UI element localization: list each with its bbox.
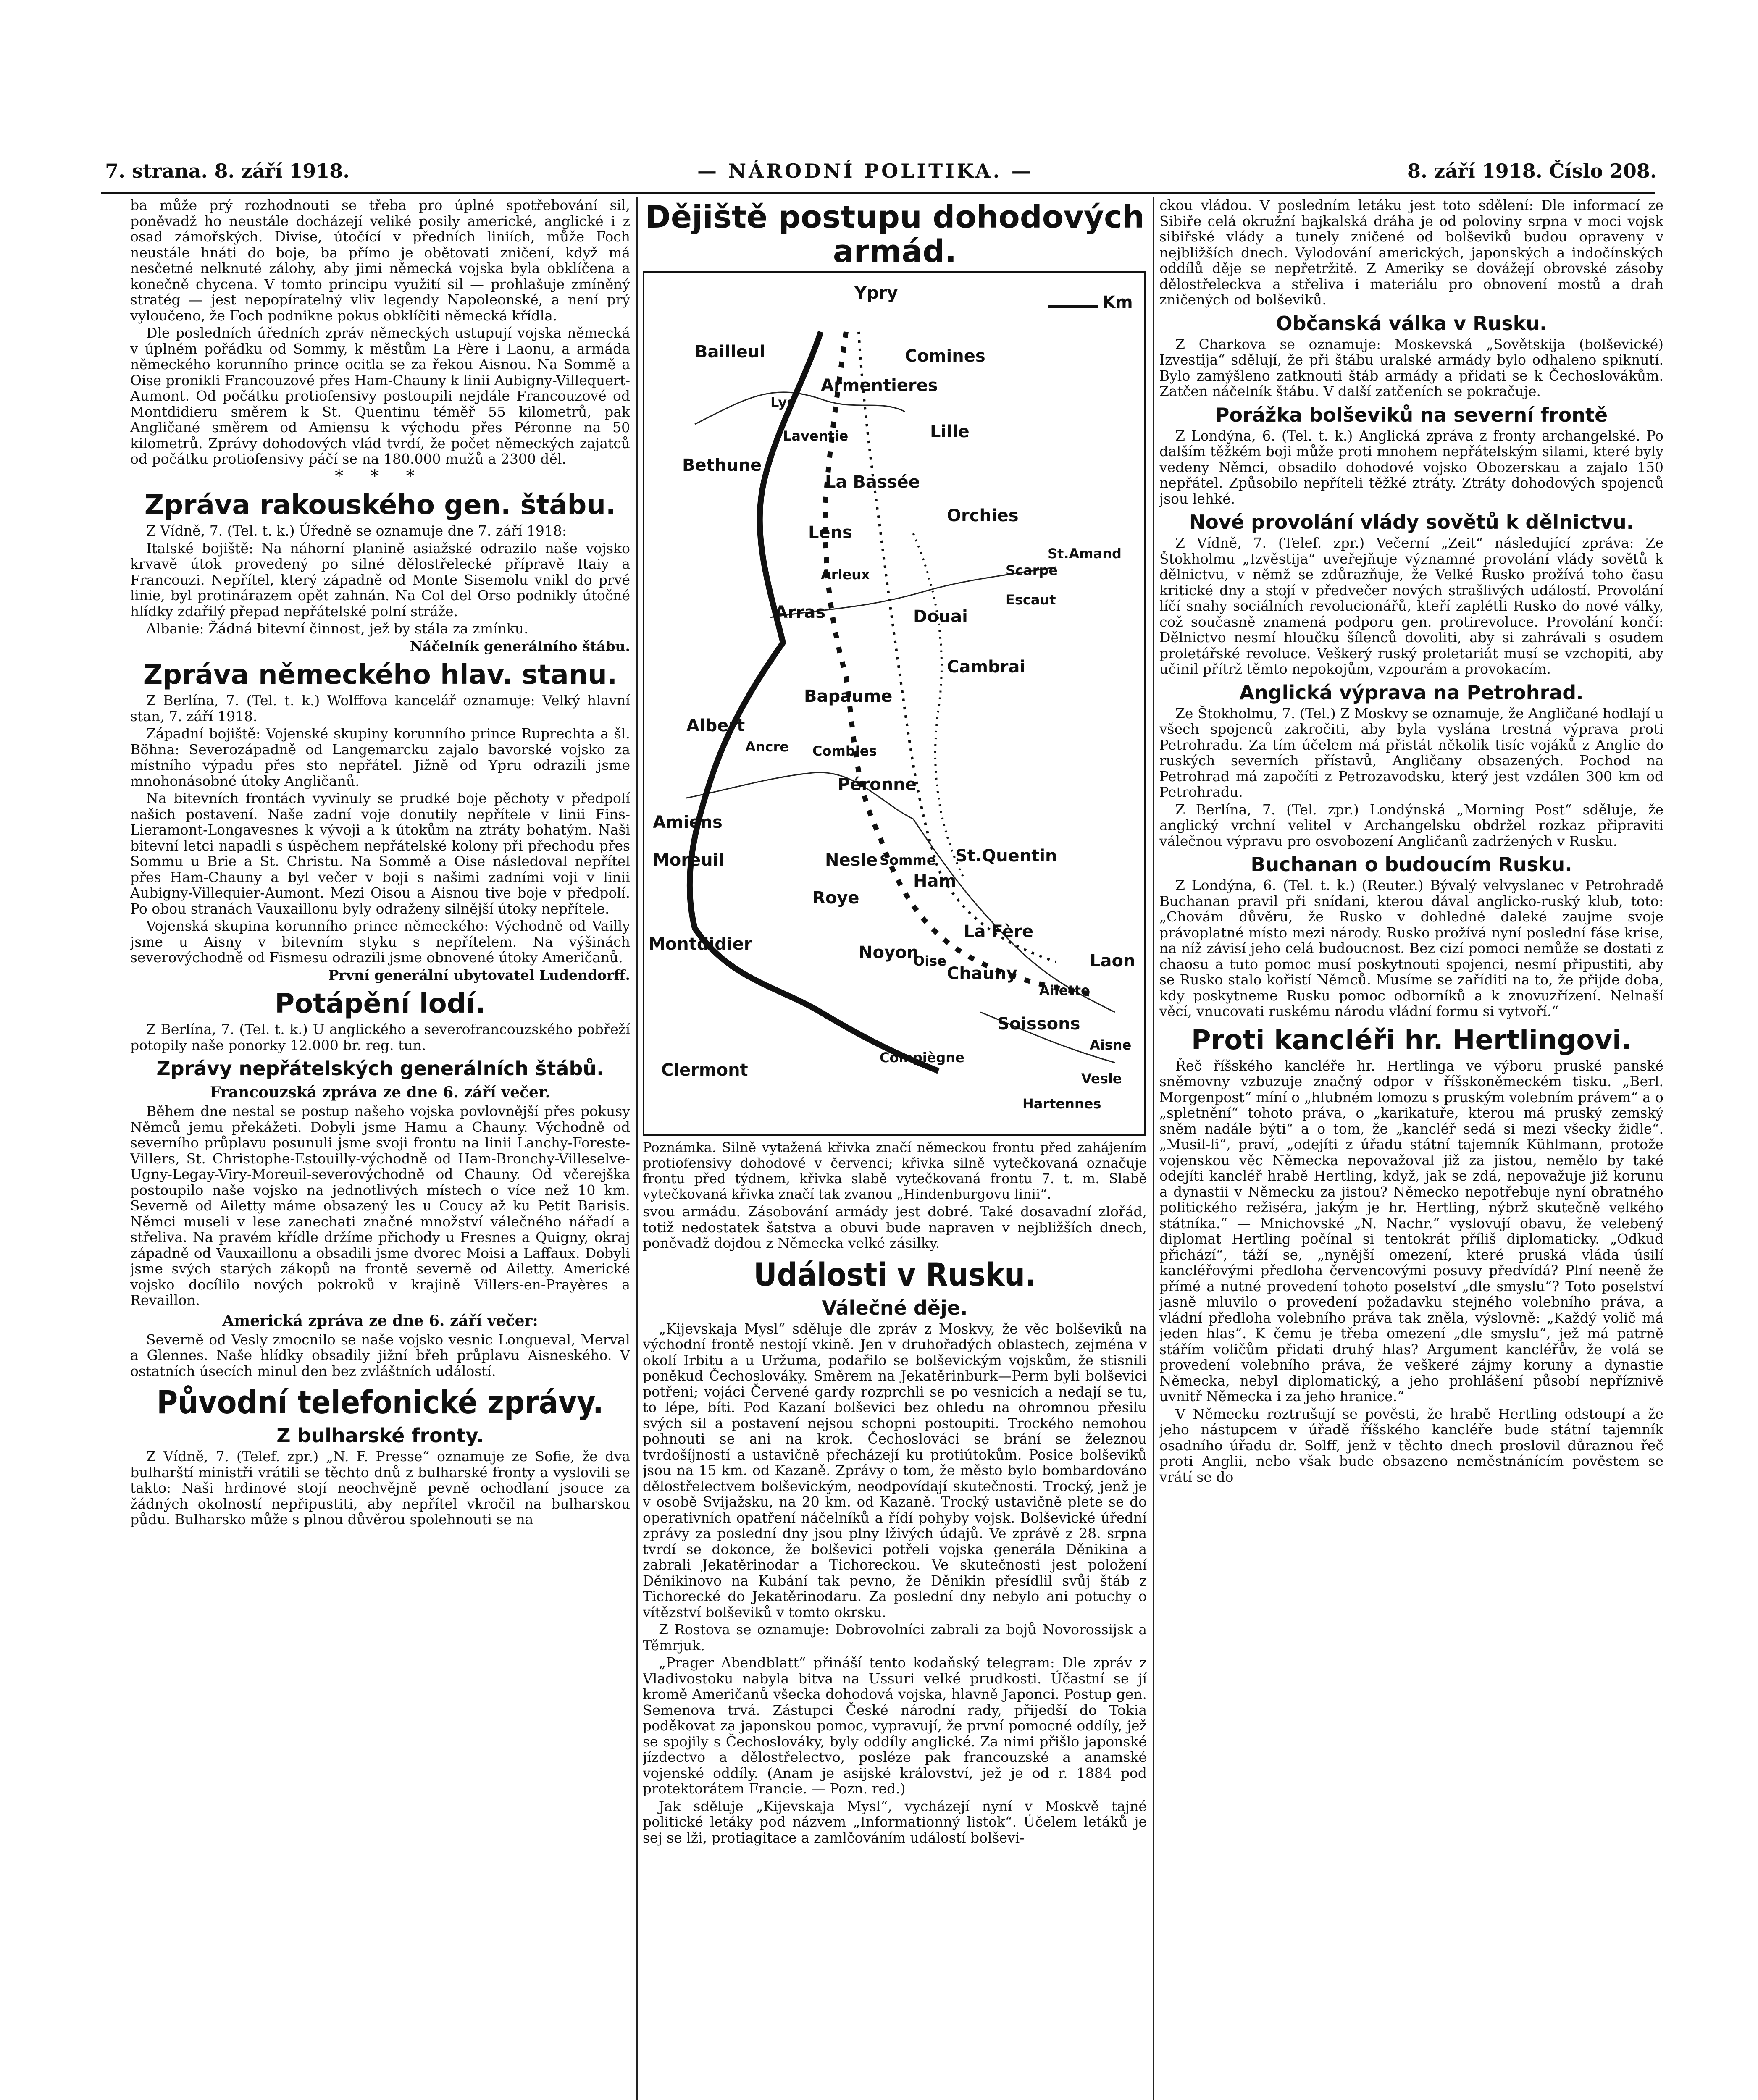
map-place: Amiens	[653, 813, 723, 832]
article-paragraph: Z Rostova se oznamuje: Dobrovolníci zabrali za bojů Novorossijsk a Těmrjuk.	[643, 1621, 1147, 1654]
article-paragraph: Albanie: Žádná bitevní činnost, jež by stála za zmínku.	[146, 620, 528, 637]
map-place: Lens	[808, 523, 852, 542]
river-lys	[695, 392, 905, 424]
map-place: Armentieres	[821, 376, 938, 395]
map-place: Cambrai	[947, 657, 1026, 677]
map-place: Ailette	[1039, 982, 1090, 998]
article-paragraph: Vojenská skupina korunního prince německého: Východně od Vailly jsme u Aisny v bitevním styku s nepřítelem. Na výšinách severovýchodně od Fismesu odrazili jsme obnovené útoky Američanů.	[130, 918, 630, 966]
article-paragraph: Dle posledních úředních zpráv německých ustupují vojska německá v úplném pořádku od Sommy, k městům La Fère i Laonu, a armáda německého korunního prince ocitla se za řekou Aisnou. Na Sommě a Oise pronikli Francouzové přes Ham-Chauny k linii Aubigny-Villequert-Aumont. Od počátku protiofensivy postoupili nejdále Francouzové od Montdidieru směrem k St. Quentinu téměř 55 kilometrů, pak Angličané směrem od Amiensu k východu přes Péronne na 50 kilometrů. Zprávy dohodových vlád tvrdí, že počet německých zajatců od počátku protiofensivy páčí se na 180.000 mužů a 2300 děl.	[130, 325, 630, 467]
section-separator: * * *	[335, 466, 426, 486]
column-3	[1159, 197, 1663, 2100]
article-paragraph: Z Charkova se oznamuje: Moskevská „Sovětskija (bolševické) Izvestija“ sdělují, že při štábu uralské armády bylo odhaleno spiknutí. Bylo zamýšleno zatknouti štáb armády a přidati se k Čechoslovákům. Zatčen náčelník štábu. V další zatčeních se pokračuje.	[1159, 336, 1663, 399]
map-place: Bethune	[682, 456, 762, 475]
map-lines	[644, 273, 1144, 1134]
map-place: Arleux	[821, 567, 870, 583]
map-place: St.Amand	[1048, 546, 1122, 562]
headline-soviet-proclamation: Nové provolání vlády sovětů k dělnictvu.	[1189, 511, 1634, 533]
article-paragraph: Z Berlína, 7. (Tel. t. k.) U anglického a severofrancouzského pobřeží potopily naše ponorky 12.000 br. reg. tun.	[130, 1021, 630, 1053]
subheadline-american-report: Americká zpráva ze dne 6. září večer:	[222, 1312, 538, 1330]
article-paragraph: Z Vídně, 7. (Tel. t. k.) Úředně se oznamuje dne 7. září 1918:	[146, 522, 567, 539]
article-paragraph: V Německu roztrušují se pověsti, že hrabě Hertling odstoupí a že jeho nástupcem v úřadě říšského kancléře bude státní tajemník osadního úřadu dr. Solff, jenž v těchto dnech proslovil důraznou řeč proti Anglii, nebo však bude obsazeno neměstnánícím pověstem se vrátí se do	[1159, 1405, 1663, 1485]
article-paragraph: Západní bojiště: Vojenské skupiny korunního prince Ruprechta a šl. Böhna: Severozápadně od Langemarcku zajalo bavorské vojsko za místního výpadu přes sto nepřátel. Jižně od Ypru odrazili jsme mnohonásobné útoky Angličanů.	[130, 725, 630, 789]
map-place: Soissons	[997, 1014, 1080, 1034]
map-place: Montdidier	[649, 934, 752, 954]
map-place: Combles	[812, 743, 877, 759]
front-map	[643, 271, 1146, 1136]
headline-austrian-staff: Zpráva rakouského gen. štábu.	[144, 490, 616, 521]
map-place: Albert	[686, 716, 745, 735]
headline-ships-sunk: Potápění lodí.	[275, 988, 486, 1019]
map-place: Bapaume	[804, 687, 893, 706]
subheadline-bulgarian-front: Z bulharské fronty.	[276, 1424, 484, 1447]
map-place: Laventie	[783, 428, 849, 444]
map-place: Laon	[1090, 951, 1135, 971]
article-paragraph: „Kijevskaja Mysl“ sděluje dle zpráv z Moskvy, že věc bolševiků na východní frontě nestojí vkině. Jen v druhořadých oblastech, zejména v okolí Irbitu a u Uržuma, podařilo se bolševickým vojskům, že stisnili poněkud Čechoslováky. Směrem na Jekatěrinburk—Perm byli bolševici potřeni; vojáci Červené gardy rozprchli se po vesnicích a nedají se tu, to lépe, bíti. Pod Kazaní bolševici bez ohledu na ohromnou přesilu svých sil a postavení nejsou schopni postoupiti. Trockého nemohou pohnouti se ani na krok. Čechoslováci se brání se železnou tvrdošíjností a ustavičně přecházejí ku protiútokům. Posice bolševiků jsou na 15 km. od Kazaně. Zprávy o tom, že město bylo bombardováno dělostřelectvem bolševickým, neodpovídají skutečnosti. Trocký, jenž je v osobě Svijažsku, na 20 km. od Kazaně. Trocký ustavičně plete se do operativních opatření náčelníků a řídí pohyby vojsk. Bolševické úřední zprávy za poslední dny jsou plny lživých údajů. Ve zprávě z 28. srpna tvrdí se dokonce, že bolševici potřeli vojska generála Děnikina a zabrali Jekatěrinodar a Tichoreckou. Ve skutečnosti jest položení Děnikinovo na Kubání tak pevno, že Děnikin přesídlil svůj štáb z Tichorecké do Jekatěrinodaru. Za poslední dny nebylo ani potuchy o vítězství bolševiků v tomto okrsku.	[643, 1320, 1147, 1620]
map-scale-label: Km	[1102, 293, 1133, 312]
map-place: Clermont	[661, 1060, 748, 1080]
headline-against-hertling: Proti kancléři hr. Hertlingovi.	[1191, 1024, 1632, 1056]
map-place: Bailleul	[695, 342, 765, 362]
map-place: Noyon	[859, 943, 919, 962]
map-place: Douai	[913, 607, 968, 626]
map-place: Lys	[770, 394, 795, 410]
article-paragraph: Ze Štokholmu, 7. (Tel.) Z Moskvy se oznamuje, že Angličané hodlají u všech spojenců zakročiti, aby byla vyslána trestná výprava proti Petrohradu. Za tím účelem má přistát několik tisíc vojáků z Anglie do ruských severních přístavů, Angličany obsazených. Pochod na Petrohrad má započíti z Petrozavodsku, který jest vzdálen 300 km od Petrohradu.	[1159, 705, 1663, 800]
map-place: St.Quentin	[955, 846, 1057, 866]
article-paragraph: Z Vídně, 7. (Telef. zpr.) Večerní „Zeit“ následující zpráva: Ze Štokholmu „Izvěstija“ uveřejňuje významné provolání vlády sovětů k dělnictvu, v němž se zdůrazňuje, že Velké Rusko prožívá toho času kritické dny a stojí v předvečer nových strašlivých událostí. Provolání líčí snahy sociálních revolucionářů, kteří zaplétli Rusko do nové války, což současně znamená podporu gen. protirevoluce. Provolání končí: Dělnictvo nesmí hloučku šílenců dovoliti, aby si zahrávali s osudem proletářské revoluce. Veškerý ruský proletariát musí se vzchopiti, aby učinil přítrž těmto nepokojům, vzpourám a provokacím.	[1159, 535, 1663, 677]
article-paragraph: Z Berlína, 7. (Tel. zpr.) Londýnská „Morning Post“ sděluje, že anglický vrchní velitel v Archangelsku obdržel rozkaz připraviti válečnou výpravu pro osvobození Angličanů zadržených v Rusku.	[1159, 801, 1663, 849]
article-paragraph: Z Berlína, 7. (Tel. t. k.) Wolffova kancelář oznamuje: Velký hlavní stan, 7. září 1918.	[130, 692, 630, 724]
article-paragraph: Italské bojiště: Na náhorní planině asiažské odrazilo naše vojsko krvavě útok provedený po silné dělostřelecké přípravě Itaiy a Francouzi. Nepřítel, který západně od Monte Sisemolu vnikl do prvé linie, byl protinárazem opět zahnán. Na Col del Orso podnikly útočné hlídky zdařilý přepad nepřátelské polní stráže.	[130, 540, 630, 620]
map-place: Roye	[812, 888, 859, 908]
map-note: Poznámka. Silně vytažená křivka značí německou frontu před zahájením protiofensivy dohodové v červenci; křivka silně vytečkovaná označuje frontu před týdnem, křivka slabě vytečkovaná frontu 7. t. m. Slabě vytečkovaná křivka značí tak zvanou „Hindenburgovu linii“.	[643, 1139, 1147, 1202]
map-place: Vesle	[1081, 1071, 1122, 1087]
headline-civil-war: Občanská válka v Rusku.	[1276, 312, 1547, 335]
map-place: Ancre	[745, 739, 789, 755]
article-paragraph: ba může prý rozhodnouti se třeba pro úplné spotřebování sil, poněvadž ho neustále docházejí veliké posily americké, anglické i z osad zámořských. Divise, útočící v předních liniích, může Foch neustále hnáti do boje, ba přímo je obětovati zničení, když má nesčetné nelknuté zálohy, aby jimi německá vojska byla obklíčena a konečně chycena. V tomto principu využití sil — prohlašuje zmíněný stratég — jest nepopíratelný vliv legendy Napoleonské, a není prý vyloučeno, že Foch podnikne pokus obklíčiti německá křídla.	[130, 197, 630, 324]
article-paragraph: Z Londýna, 6. (Tel. t. k.) Anglická zpráva z fronty archangelské. Po dalším těžkém boji může proti mnohem nepřátelským silami, které byly vedeny Němci, obsadilo dohodové vojsko Obozerskau a zajalo 150 nepřátel. Způsobilo nepříteli těžké ztráty. Ztráty dohodových spojenců jsou lehké.	[1159, 427, 1663, 507]
article-paragraph: ckou vládou. V posledním letáku jest toto sdělení: Dle informací ze Sibiře celá okružní bajkalská dráha je od polovinу srpna v moci vojsk sibiřské vlády a tunely zničené od bolševiků budou opraveny v nejbližších dnech. Vylodování amerických, japonských a indočínských oddílů děje se nepřetržitě. Z Ameriky se dovážejí obrovské zásoby dělostřeleckva a střeliva i materiálu pro obnovení mostů a drah zničených od bolševiků.	[1159, 197, 1663, 308]
map-place: Oise	[913, 953, 946, 969]
map-place: Nesle	[825, 850, 878, 870]
signature: Náčelník generálního štábu.	[410, 638, 630, 654]
headline-telephone-reports: Původní telefonické zprávy.	[157, 1383, 604, 1421]
map-place: Escaut	[1006, 592, 1056, 608]
map-place: Hartennes	[1022, 1096, 1101, 1112]
map-place: Ypry	[854, 284, 898, 303]
column-divider	[636, 197, 638, 2100]
headline-bolshevik-defeat: Porážka bolševiků na severní frontě	[1215, 403, 1608, 426]
page-header	[0, 160, 1758, 193]
map-place: Péronne	[838, 775, 917, 794]
map-title: Dějiště postupu dohodových armád.	[645, 199, 1145, 270]
article-paragraph: Řeč říšského kancléře hr. Hertlinga ve výboru pruské panské sněmovny vzbuzuje značný odpor v říšskoněmeckém tisku. „Berl. Morgenpost“ míní o „hlubném lomozu s pruským volebním právem“ a o „spletnění“ tohoto práva, o „karikatuře, kterou má pruský zemský sněm nadále býti“ a o tom, že „kancléř sedá si mezi všecky židle“. „Musil-li“, praví, „odejíti z úřadu státní tajemník Kühlmann, protože vojenskou věc Německa nepovažoval již za jistou, nemělo by také odejíti kancléř hrabě Hertling, když, jak se zdá, nepovažuje již korunu a dynastii v Německu za jistou? Německo nepotřebuje nyní obratného politického režiséra, jakým je hr. Hertling, nýbrž skutečně velkého státníka.“ — Mnichovské „N. Nachr.“ vyslovují obavu, že velebený diplomat Hertling počínal si tentokrát příliš diplomaticky. „Odkud přichází“, táží se, „nynější omezení, které pruská vláda úsilí kancléřovými předloha červencovými posuvy předvídá? Plní neeně že přímé a nutné provedení tohoto poselství „dle smyslu“? Toto poselství jasně mluvilo o provedení požadavku stejného volebního práva, a vládní předloha volebního práva tak zněla, výslovně: „Každý volič má jeden hlas“. K čemu je třeba omezení „dle smyslu“, jež má patrně stářím voličům přidati druhý hlas? Argument kancléřův, že volá se provedení volebního práva, že veškeré zájmy koruny a dynastie Německa, nebyl diplomatický, a jeho prohlášení působí nepříznivě uvnitř Německa i za jeho hranice.“	[1159, 1057, 1663, 1404]
map-place: La Fère	[964, 922, 1034, 941]
header-page-date: 7. strana. 8. září 1918.	[105, 160, 350, 182]
article-paragraph: Z Londýna, 6. (Tel. t. k.) (Reuter.) Bývalý velvyslanec v Petrohradě Buchanan pravil při snídani, kterou dával anglicko-ruský klub, toto: „Chovám důvěru, že Rusko v dohledné daleké zaujme svoje právoplatné místo mezi národy. Rusko prožívá nyní poslední fáse krise, na níž závisí jeho celá budoucnost. Bez cizí pomoci nemůže se dostati z chaosu a tuto pomoc musí poskytnouti spojenci, nesmí připustiti, aby se Rusko stalo kořistí Němců. Musíme se zaříditi na to, že přijde doba, kdy poskytneme Rusku pomoc odborníků a k znovuzřízení. Nelnaší věcí, vnucovati ruskému národu vládní formu si vytvoří.“	[1159, 877, 1663, 1019]
map-place: Arras	[775, 603, 826, 622]
article-paragraph: Během dne nestal se postup našeho vojska povlovnější přes pokusy Němců jemu překážeti. Dobyli jsme Hamu a Chauny. Východně od severního průplavu posunuli jsme svoji frontu na linii Lanchy-Foreste-Villers, St. Christophe-Estouilly-východně od Ham-Bronchy-Villeselve-Ugny-Legay-Viry-Moreuil-severovýchodně od Chauny. Od včerejška postoupilo naše vojsko na jednotlivých místech o více než 10 km. Severně od Ailetty máme obsazený les u Coucy až ku Petit Barisis. Němci museli v lese zanechati značné množství válečného nářadí a střeliva. Na pravém křídle držíme přichody u Fresnes a Quigny, okraj západně od Vauxaillonu a obsadili jsme dvorec Moisi a Laffaux. Dobyli jsme svých starých zákopů na frontě severně od Ailetty. Americké vojsko docílilo nových pokroků v krajině Villers-en-Prayères a Revaillon.	[130, 1103, 630, 1308]
column-divider	[1153, 197, 1154, 2100]
subheadline-war-events: Válečné děje.	[822, 1296, 968, 1319]
map-place: Lille	[930, 422, 970, 441]
map-place: Aisne	[1090, 1037, 1132, 1053]
subheadline-french-report: Francouzská zpráva ze dne 6. září večer.	[210, 1084, 551, 1101]
map-place: Orchies	[947, 506, 1019, 525]
hindenburg-line	[913, 533, 964, 878]
headline-enemy-staffs: Zprávy nepřátelských generálních štábů.	[156, 1057, 604, 1080]
header-rule	[101, 192, 1655, 194]
headline-events-in-russia: Události v Rusku.	[753, 1255, 1036, 1293]
article-paragraph: „Prager Abendblatt“ přináší tento kodaňský telegram: Dle zpráv z Vladivostoku nabyla bitva na Ussuri velké prudkosti. Účastní se jí kromě Američanů všecka dohodová vojska, hlavně Japonci. Postup gen. Semenova trvá. Zástupci České národní rady, přijedší do Tokia poděkovat za japonskou pomoc, vypravují, že první pomocné oddíly, jež se spojily s Čechoslováky, byly oddíly anglické. Za nimi přišlo japonské jízdectvo a dělostřelectvo, posléze pak francouzské a anamské vojenské oddíly. (Anam je asijské království, jež je od r. 1884 pod protektorátem Francie. — Pozn. red.)	[643, 1654, 1147, 1797]
map-place: Moreuil	[653, 850, 725, 870]
map-place: Somme	[880, 852, 936, 868]
article-paragraph: Z Vídně, 7. (Telef. zpr.) „N. F. Presse“ oznamuje ze Sofie, že dva bulharští ministři vrátili se těchto dnů z bulharské fronty a vyslovili se takto: Naši hrdinové stojí neochvějně pevně ochodlaní jsouce za žádných okolností nepřipustiti, aby nepřítel vkročil na bulharskou půdu. Bulharsko může s plnou důvěrou spolehnouti se na	[130, 1448, 630, 1528]
article-paragraph: Severně od Vesly zmocnilo se naše vojsko vesnic Longueval, Merval a Glennes. Naše hlídky obsadily jižní břeh průplavu Aisneského. V ostatních úsecích minul den bez zvláštních událostí.	[130, 1331, 630, 1379]
map-place: Scarpe	[1006, 562, 1058, 578]
header-issue-number: 8. září 1918. Číslo 208.	[1407, 160, 1657, 182]
headline-german-hq: Zpráva německého hlav. stanu.	[143, 659, 618, 690]
column-1	[130, 197, 630, 2100]
map-place: La Bassée	[825, 472, 920, 492]
map-place: Ham	[913, 872, 957, 891]
article-paragraph: Jak sděluje „Kijevskaja Mysl“, vycházejí nyní v Moskvě tajné politické letáky pod názvem „Informationný listok“. Účelem letáků je sej se lži, protiagitace a zamlčováním událostí bolševi-	[643, 1798, 1147, 1846]
headline-buchanan: Buchanan o budoucím Rusku.	[1251, 853, 1572, 876]
map-place: Chauny	[947, 964, 1017, 983]
header-masthead: — NÁRODNÍ POLITIKA. —	[697, 160, 1033, 182]
signature: První generální ubytovatel Ludendorff.	[328, 966, 630, 983]
article-paragraph: Na bitevních frontách vyvinuly se prudké boje pěchoty v předpolí našich postavení. Naše zadní voje donutily nepřítele v linii Fins-Lieramont-Longavesnes k vývoji a k útokům na ztráty bohatým. Naši bitevní letci napadli s úspěchem nepřátelské kolony při přechodu přes Sommu u Brie a St. Christu. Na Sommě a Oise následoval nepřítel přes Ham-Chauny a byl večer v boji s našimi zadními voji v linii Aubigny-Villequier-Aumont. Mezi Oisou a Aisnou tive boje v předpolí. Po obou stranách Vauxaillonu byly odraženy silnější útoky nepřítele.	[130, 790, 630, 917]
map-place: Comines	[905, 346, 985, 366]
article-paragraph: svou armádu. Zásobování armády jest dobré. Také dosavadní zlořád, totiž nedostatek šatstva a obuvi bude napraven v nejbližších dnech, poněvadž dojdou z Německa velké zásilky.	[643, 1203, 1147, 1251]
column-2	[643, 197, 1147, 2100]
map-place: Compiègne	[880, 1050, 964, 1066]
headline-english-expedition: Anglická výprava na Petrohrad.	[1239, 681, 1584, 704]
